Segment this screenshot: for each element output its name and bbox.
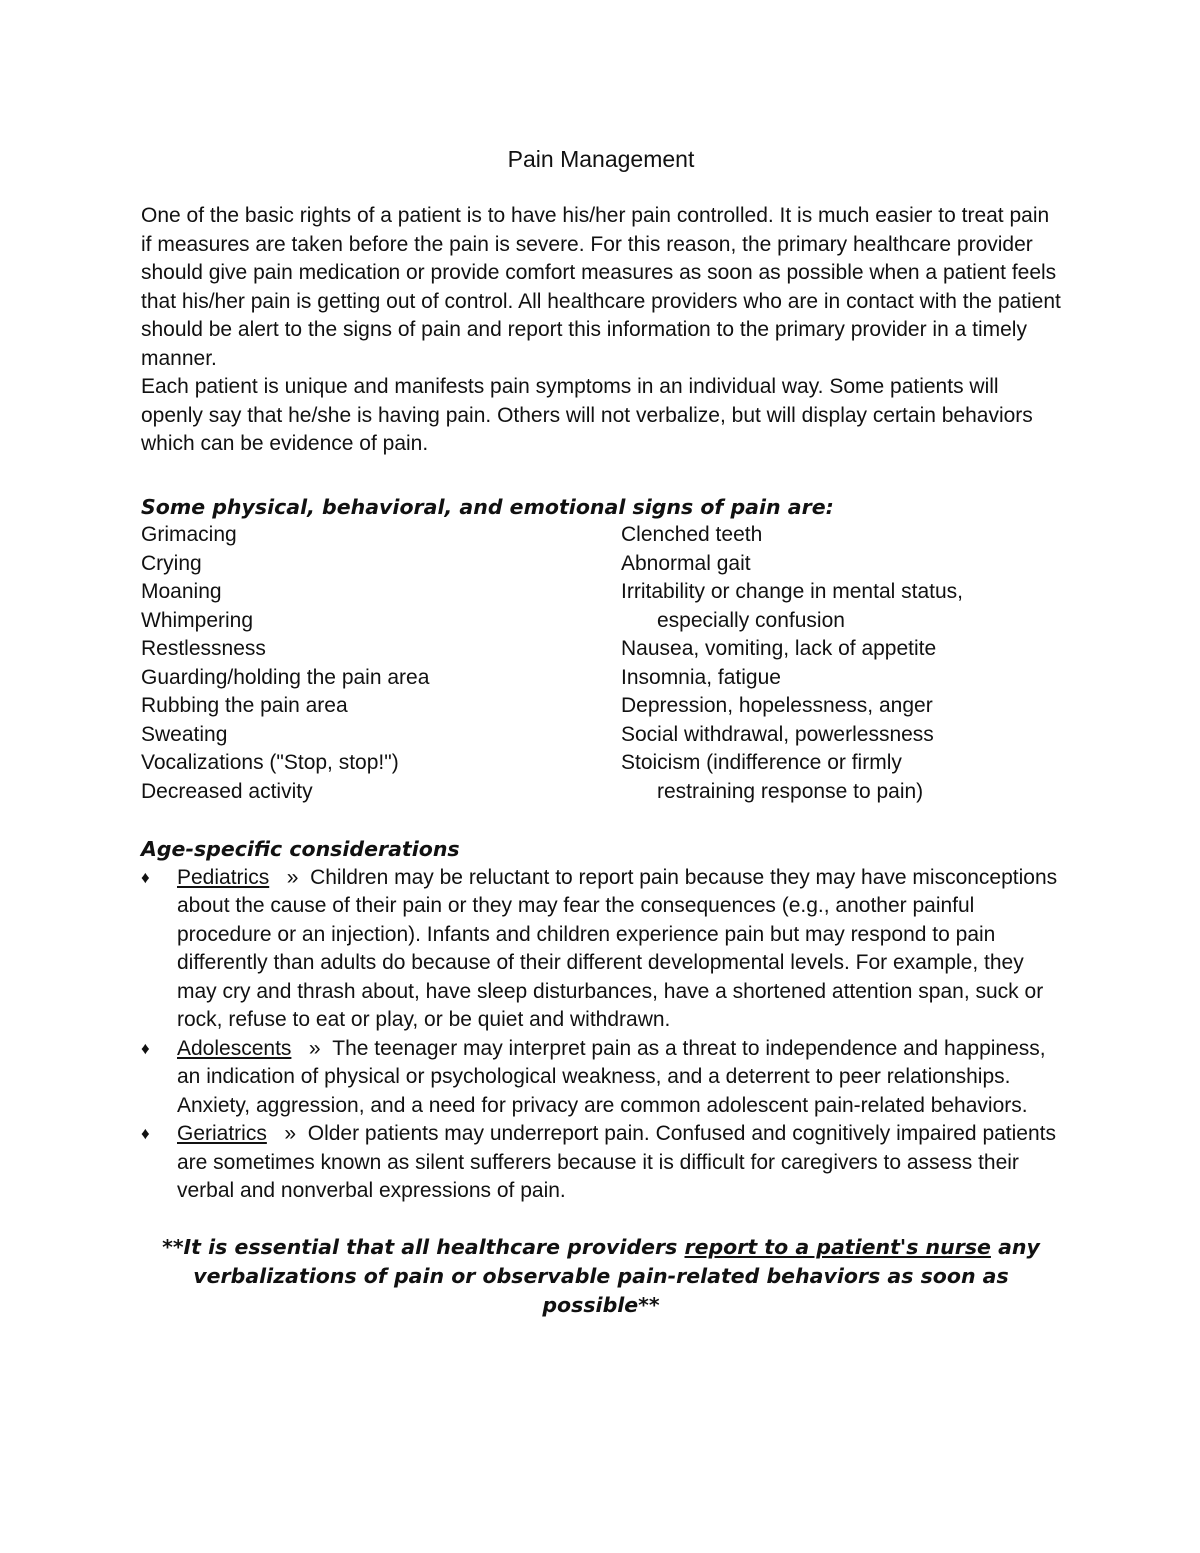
- sign-item-continuation: [621, 607, 1061, 636]
- age-group-label: Adolescents: [177, 1036, 292, 1060]
- sign-item: Decreased activity: [141, 779, 313, 803]
- age-item-adolescents: [141, 1035, 1061, 1121]
- closing-text-after: any verbalizations of pain or observable pain-related behaviors as soon as possible**: [193, 1234, 1040, 1317]
- sign-item: Insomnia, fatigue: [621, 665, 781, 689]
- diamond-bullet-icon: ♦: [141, 1038, 150, 1058]
- separator-icon: »: [284, 1122, 297, 1145]
- signs-list: [141, 521, 1061, 806]
- intro-paragraph-2: Each patient is unique and manifests pain symptoms in an individual way. Some patients will openly say that he/she is having pain. Others will not verbalize, but will display certain behaviors which can be evidence of pain.: [141, 375, 1033, 455]
- sign-item: Guarding/holding the pain area: [141, 665, 430, 689]
- sign-item: Restlessness: [141, 637, 266, 660]
- separator-icon: »: [308, 1036, 321, 1060]
- sign-item: Depression, hopelessness, anger: [621, 694, 933, 717]
- age-heading: Age-specific considerations: [141, 837, 460, 861]
- sign-item: Vocalizations ("Stop, stop!"): [141, 751, 399, 774]
- sign-item: Sweating: [141, 722, 228, 746]
- age-group-label: Pediatrics: [177, 865, 270, 889]
- sign-item: Stoicism (indifference or firmly: [621, 751, 902, 774]
- sign-item: Whimpering: [141, 608, 254, 632]
- signs-heading: Some physical, behavioral, and emotional signs of pain are:: [141, 494, 834, 519]
- age-item-pediatrics: [141, 864, 1061, 1035]
- sign-item: Grimacing: [141, 523, 237, 546]
- closing-text-before: **It is essential that all healthcare providers: [162, 1234, 685, 1259]
- separator-icon: »: [286, 865, 299, 889]
- sign-item: Moaning: [141, 580, 222, 603]
- sign-item: Social withdrawal, powerlessness: [621, 722, 934, 746]
- sign-item: Nausea, vomiting, lack of appetite: [621, 637, 937, 660]
- sign-item: Clenched teeth: [621, 523, 763, 546]
- diamond-bullet-icon: ♦: [141, 867, 150, 887]
- diamond-bullet-icon: ♦: [141, 1124, 150, 1143]
- document-page: [141, 143, 1061, 1320]
- age-item-text: The teenager may interpret pain as a threat to independence and happiness, an indication of physical or psychological weakness, and a deterrent to peer relationships. Anxiety, aggression, and a need for privacy are common adolescent pain-related behaviors.: [177, 1036, 1046, 1117]
- age-considerations-list: [141, 864, 1061, 1206]
- age-item-geriatrics: [141, 1120, 1061, 1206]
- page-title: Pain Management: [507, 146, 695, 172]
- signs-left-column: [141, 521, 621, 806]
- sign-item-continuation-text: especially confusion: [657, 608, 845, 632]
- sign-item: Irritability or change in mental status,: [621, 580, 963, 603]
- age-item-text: Children may be reluctant to report pain because they may have misconceptions about the cause of their pain or they may fear the consequences (e.g., another painful procedure or an injection). Infants and children experience pain but may respond to pain differently than adults do because of their different developmental levels. For example, they may cry and thrash about, have sleep disturbances, have a shortened attention span, suck or rock, refuse to eat or play, or be quiet and withdrawn.: [177, 865, 1058, 1031]
- age-item-text: Older patients may underreport pain. Confused and cognitively impaired patients are sometimes known as silent sufferers because it is difficult for caregivers to assess their verbal and nonverbal expressions of pain.: [177, 1122, 1056, 1202]
- sign-item-continuation-text: restraining response to pain): [657, 779, 924, 803]
- sign-item: Crying: [141, 551, 202, 575]
- signs-right-column: [621, 521, 1061, 806]
- sign-item: Abnormal gait: [621, 551, 751, 575]
- age-group-label: Geriatrics: [177, 1122, 267, 1145]
- intro-section: [141, 202, 1061, 459]
- sign-item: Rubbing the pain area: [141, 694, 348, 717]
- closing-statement: [141, 1233, 1061, 1320]
- closing-emphasis: report to a patient's nurse: [684, 1234, 991, 1259]
- sign-item-continuation: [621, 778, 1061, 807]
- intro-paragraph-1: One of the basic rights of a patient is to have his/her pain controlled. It is much easier to treat pain if measures are taken before the pain is severe. For this reason, the primary healthcare provider should give pain medication or provide comfort measures as soon as possible when a patient feels that his/her pain is getting out of control. All healthcare providers who are in contact with the patient should be alert to the signs of pain and report this information to the primary provider in a timely manner.: [141, 204, 1061, 370]
